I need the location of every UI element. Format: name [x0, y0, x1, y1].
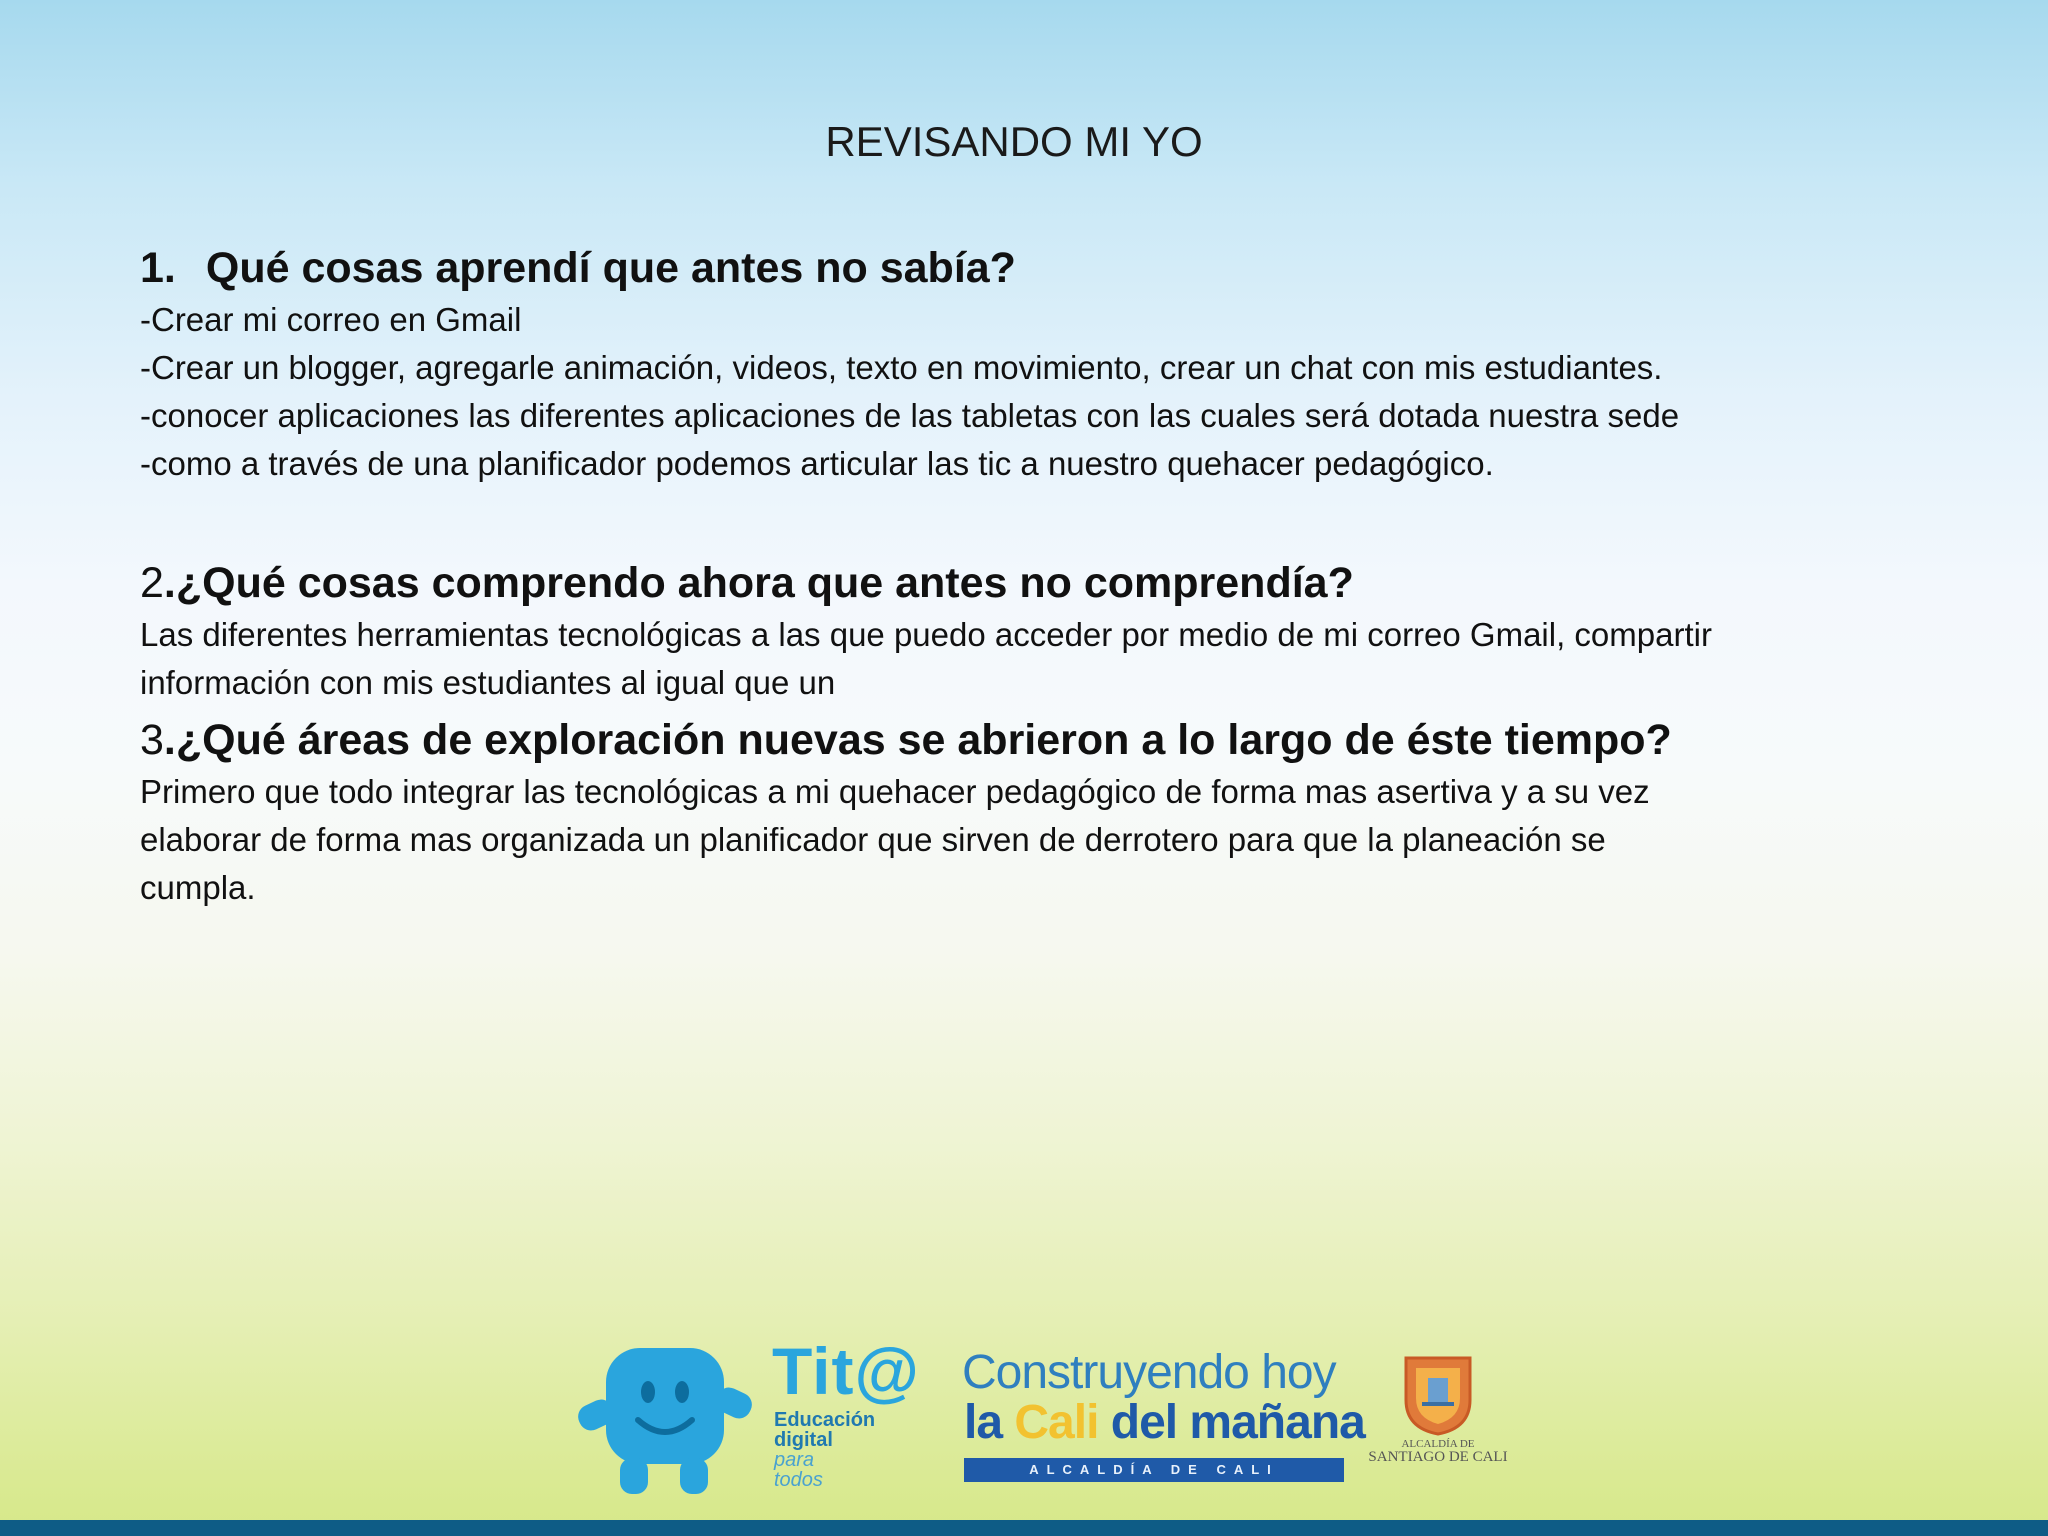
question-1-number: 1. — [140, 244, 176, 292]
question-2-text: .¿Qué cosas comprendo ahora que antes no comprendía? — [163, 559, 1354, 607]
santiago-de-cali-seal-icon — [1398, 1352, 1478, 1436]
cali-slogan-line1: Construyendo hoy — [962, 1346, 1336, 1399]
answer-2-line: Las diferentes herramientas tecnológicas a las que puedo acceder por medio de mi correo Gmail, compartir — [140, 616, 1712, 653]
tita-sub-line: Educación — [774, 1409, 876, 1431]
tita-mascot-icon — [570, 1340, 760, 1500]
answer-3-line: elaborar de forma mas organizada un planificador que sirven de derrotero para que la planeación se — [140, 821, 1606, 858]
question-3 — [140, 712, 1920, 768]
question-1-text: Qué cosas aprendí que antes no sabía? — [205, 244, 1016, 292]
slide-title: REVISANDO MI YO — [825, 118, 1203, 165]
question-3-number: 3 — [140, 716, 164, 764]
footer-band — [0, 1520, 2048, 1536]
seal-caption-line: ALCALDÍA DE — [1401, 1438, 1475, 1450]
question-3-text: .¿Qué áreas de exploración nuevas se abrieron a lo largo de éste tiempo? — [163, 716, 1672, 764]
answer-1-line: -como a través de una planificador podemos articular las tic a nuestro quehacer pedagógico. — [140, 445, 1494, 482]
answer-1-line: -Crear mi correo en Gmail — [140, 301, 522, 338]
tita-sub-line: para — [774, 1449, 815, 1471]
question-2-number: 2 — [140, 559, 164, 607]
question-1 — [140, 240, 1920, 296]
cali-slogan-line2 — [964, 1396, 1365, 1450]
section-3 — [140, 712, 1920, 912]
tita-sub-line: digital — [774, 1429, 833, 1451]
seal-caption — [1362, 1438, 1514, 1464]
tita-logo: Tit@ — [772, 1334, 920, 1408]
cali-slogan-highlight: Cali — [1014, 1396, 1099, 1449]
question-2 — [140, 555, 1920, 611]
answer-3-line: cumpla. — [140, 869, 256, 906]
section-1 — [140, 240, 1920, 488]
answer-2-line: información con mis estudiantes al igual que un — [140, 664, 836, 701]
answer-3-line: Primero que todo integrar las tecnológicas a mi quehacer pedagógico de forma mas asertiva y a su vez — [140, 773, 1650, 810]
cali-slogan-part: la — [964, 1396, 1015, 1449]
cali-slogan-part: del mañana — [1098, 1396, 1365, 1449]
seal-caption-line: SANTIAGO DE CALI — [1368, 1449, 1508, 1465]
section-2 — [140, 555, 1920, 707]
tita-subtitle — [774, 1410, 875, 1490]
tita-sub-line: todos — [774, 1469, 823, 1491]
answer-1-line: -Crear un blogger, agregarle animación, videos, texto en movimiento, crear un chat con mis estudiantes. — [140, 349, 1663, 386]
answer-1-line: -conocer aplicaciones las diferentes aplicaciones de las tabletas con las cuales será dotada nuestra sede — [140, 397, 1680, 434]
alcaldia-bar: ALCALDÍA DE CALI — [964, 1458, 1344, 1482]
